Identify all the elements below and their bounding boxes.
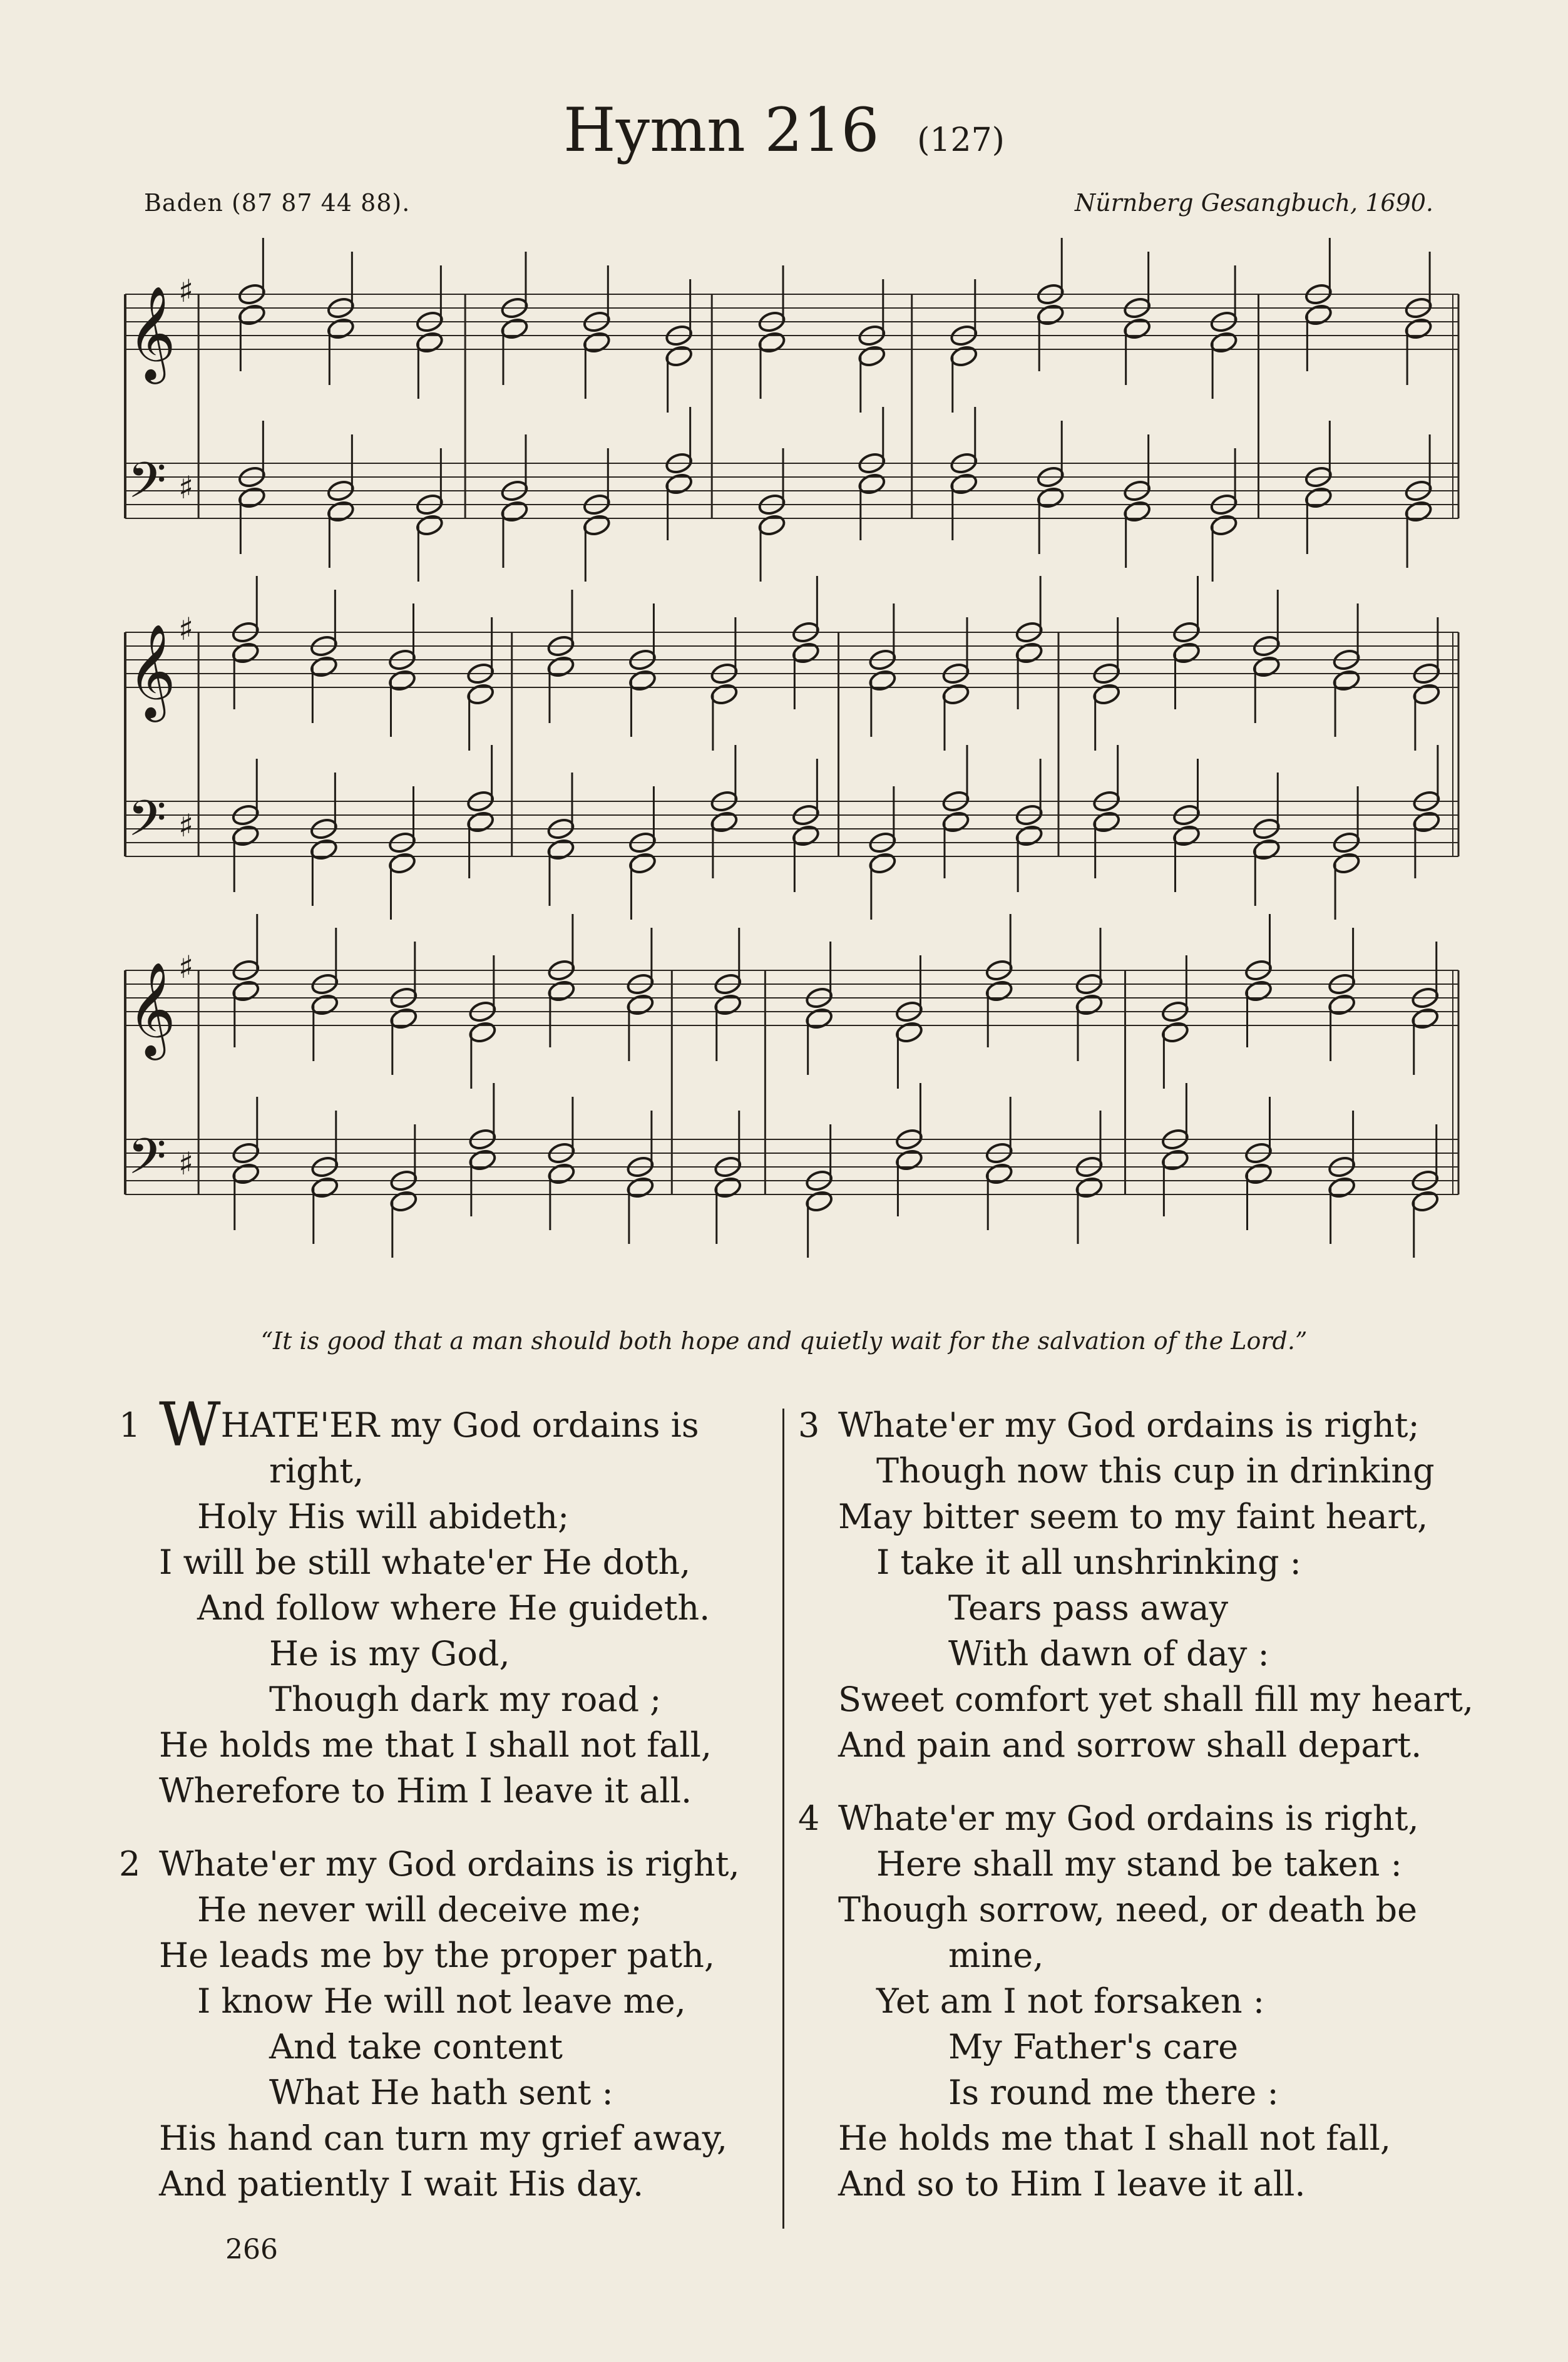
note-head xyxy=(232,1162,260,1186)
key-signature-sharp-icon: ♯ xyxy=(178,611,194,647)
verse-line: And so to Him I leave it all. xyxy=(838,2164,1306,2204)
note-head xyxy=(1252,655,1281,679)
verse-line: My Father's care xyxy=(948,2027,1239,2067)
note-head xyxy=(326,317,355,341)
note-head xyxy=(1036,486,1065,510)
verse-line: And patiently I wait His day. xyxy=(159,2164,644,2204)
key-signature-sharp-icon: ♯ xyxy=(178,273,194,309)
note-head xyxy=(1252,838,1281,861)
key-signature-sharp-icon: ♯ xyxy=(178,470,194,506)
note-head xyxy=(1412,682,1441,706)
note-head xyxy=(1015,824,1043,848)
note-head xyxy=(415,513,444,537)
verse-line: He is my God, xyxy=(269,1634,510,1673)
note-head xyxy=(1304,486,1333,510)
note-head xyxy=(1161,1148,1189,1172)
note-head xyxy=(664,472,693,496)
verse-line: And follow where He guideth. xyxy=(197,1588,710,1628)
note-head xyxy=(387,669,416,692)
note-head xyxy=(231,824,260,848)
note-head xyxy=(1327,993,1356,1017)
note-head xyxy=(1172,824,1201,848)
note-head xyxy=(466,682,494,706)
note-head xyxy=(1332,669,1361,692)
note-head xyxy=(628,669,657,692)
note-head xyxy=(1411,1189,1440,1213)
note-head xyxy=(1332,851,1361,875)
verse-number: 2 xyxy=(119,1844,141,1884)
note-head xyxy=(1122,317,1151,341)
verse-line-text: HATE'ER my God ordains is xyxy=(220,1405,699,1445)
note-head xyxy=(1327,1176,1356,1199)
note-head xyxy=(1075,1176,1104,1199)
note-head xyxy=(1411,1007,1440,1030)
verse-line: He holds me that I shall not fall, xyxy=(159,1725,712,1765)
key-signature-sharp-icon: ♯ xyxy=(178,808,194,844)
treble-clef-icon: 𝄞 xyxy=(128,961,176,1056)
verse-line: Tears pass away xyxy=(948,1588,1229,1628)
note-head xyxy=(757,331,786,354)
note-head xyxy=(791,641,820,665)
score-svg xyxy=(119,238,1465,1271)
note-head xyxy=(547,1162,576,1186)
note-head xyxy=(1036,303,1065,327)
verse-line: May bitter seem to my faint heart, xyxy=(838,1497,1428,1536)
note-head xyxy=(547,979,576,1003)
note-head xyxy=(950,472,978,496)
verse-2 xyxy=(119,1841,745,2207)
note-head xyxy=(1075,993,1104,1017)
note-head xyxy=(389,1189,418,1213)
verse-line: Whate'er my God ordains is right, xyxy=(159,1844,740,1884)
note-head xyxy=(310,1176,339,1199)
drop-cap: W xyxy=(159,1390,221,1460)
verse-line: I take it all unshrinking : xyxy=(876,1543,1301,1582)
note-head xyxy=(237,486,266,510)
verse-line: Whate'er my God ordains is right, xyxy=(838,1799,1419,1838)
verse-line: With dawn of day : xyxy=(948,1634,1269,1673)
treble-clef-icon: 𝄞 xyxy=(128,285,176,380)
note-head xyxy=(858,344,886,368)
note-head xyxy=(804,1007,833,1030)
verse-line: He holds me that I shall not fall, xyxy=(838,2118,1391,2158)
note-head xyxy=(326,500,355,523)
note-head xyxy=(714,1176,742,1199)
note-head xyxy=(626,993,655,1017)
note-head xyxy=(310,993,339,1017)
verse-line: Here shall my stand be taken : xyxy=(876,1844,1402,1884)
note-head xyxy=(1244,1162,1273,1186)
verse-line: Is round me there : xyxy=(948,2073,1279,2112)
note-head xyxy=(858,472,886,496)
page-number: 266 xyxy=(225,2234,278,2266)
verse-line: Whate'er my God ordains is right; xyxy=(838,1405,1420,1445)
note-head xyxy=(1209,331,1238,354)
hymn-title xyxy=(0,95,1568,165)
verse-3 xyxy=(798,1402,1474,1768)
note-head xyxy=(387,851,416,875)
hymn-title-text: Hymn 216 xyxy=(563,95,879,165)
verse-line: Sweet comfort yet shall fill my heart, xyxy=(838,1680,1474,1719)
note-head xyxy=(468,1020,497,1044)
note-head xyxy=(710,810,739,834)
treble-clef-icon: 𝄞 xyxy=(128,623,176,718)
note-head xyxy=(985,979,1013,1003)
note-head xyxy=(468,1148,497,1172)
verse-line: He leads me by the proper path, xyxy=(159,1936,715,1975)
verse-4 xyxy=(798,1795,1474,2207)
note-head xyxy=(582,331,611,354)
bass-clef-icon: 𝄢 xyxy=(128,1127,167,1198)
note-head xyxy=(1092,682,1120,706)
note-head xyxy=(714,993,742,1017)
key-signature-sharp-icon: ♯ xyxy=(178,949,194,985)
note-head xyxy=(894,1020,923,1044)
note-head xyxy=(868,669,897,692)
note-head xyxy=(791,824,820,848)
note-head xyxy=(664,344,693,368)
note-head xyxy=(415,331,444,354)
verse-line: Wherefore to Him I leave it all. xyxy=(159,1771,692,1810)
music-score xyxy=(119,238,1465,1271)
verse-number: 1 xyxy=(119,1405,141,1445)
hymn-reference: (127) xyxy=(917,121,1005,159)
note-head xyxy=(232,979,260,1003)
verses-right-column xyxy=(798,1402,1474,2234)
verse-line: What He hath sent : xyxy=(269,2073,613,2112)
note-head xyxy=(941,810,970,834)
note-head xyxy=(1161,1020,1189,1044)
note-head xyxy=(466,810,494,834)
note-head xyxy=(1172,641,1201,665)
note-head xyxy=(546,838,575,861)
verse-line: His hand can turn my grief away, xyxy=(159,2118,728,2158)
note-head xyxy=(757,513,786,537)
verse-line: I will be still whate'er He doth, xyxy=(159,1543,691,1582)
note-head xyxy=(582,513,611,537)
tune-source: Nürnberg Gesangbuch, 1690. xyxy=(1074,189,1433,217)
note-head xyxy=(941,682,970,706)
note-head xyxy=(1092,810,1120,834)
verse-line xyxy=(119,1390,745,1460)
note-head xyxy=(950,344,978,368)
key-signature-sharp-icon: ♯ xyxy=(178,1146,194,1182)
column-divider xyxy=(782,1409,784,2229)
verses-left-column xyxy=(119,1390,745,2234)
note-head xyxy=(1404,317,1433,341)
verse-line: right, xyxy=(269,1451,364,1491)
note-head xyxy=(804,1189,833,1213)
note-head xyxy=(894,1148,923,1172)
note-head xyxy=(1015,641,1043,665)
note-head xyxy=(1404,500,1433,523)
verse-line: And take content xyxy=(269,2027,563,2067)
note-head xyxy=(628,851,657,875)
verse-line: Yet am I not forsaken : xyxy=(876,1981,1265,2021)
note-head xyxy=(500,317,529,341)
note-head xyxy=(868,851,897,875)
note-head xyxy=(389,1007,418,1030)
note-head xyxy=(546,655,575,679)
note-head xyxy=(985,1162,1013,1186)
note-head xyxy=(626,1176,655,1199)
note-head xyxy=(500,500,529,523)
verse-line: mine, xyxy=(948,1936,1044,1975)
epigraph: “It is good that a man should both hope and quietly wait for the salvation of the Lord.” xyxy=(260,1327,1308,1355)
tune-name: Baden (87 87 44 88). xyxy=(144,189,411,217)
verse-line: And pain and sorrow shall depart. xyxy=(838,1725,1422,1765)
bass-clef-icon: 𝄢 xyxy=(128,789,167,860)
note-head xyxy=(237,303,266,327)
verse-line: I know He will not leave me, xyxy=(197,1981,686,2021)
verse-line: Holy His will abideth; xyxy=(197,1497,570,1536)
note-head xyxy=(1209,513,1238,537)
note-head xyxy=(1412,810,1441,834)
verse-line: Though now this cup in drinking xyxy=(876,1451,1435,1491)
note-head xyxy=(1122,500,1151,523)
bass-clef-icon: 𝄢 xyxy=(128,451,167,521)
note-head xyxy=(309,838,338,861)
verse-number: 4 xyxy=(798,1799,820,1838)
verse-1 xyxy=(119,1390,745,1814)
verse-line: Though sorrow, need, or death be xyxy=(838,1890,1418,1929)
verse-line: Though dark my road ; xyxy=(269,1680,662,1719)
note-head xyxy=(309,655,338,679)
verse-line: He never will deceive me; xyxy=(197,1890,642,1929)
note-head xyxy=(231,641,260,665)
note-head xyxy=(1304,303,1333,327)
verse-number: 3 xyxy=(798,1405,820,1445)
note-head xyxy=(1244,979,1273,1003)
note-head xyxy=(710,682,739,706)
